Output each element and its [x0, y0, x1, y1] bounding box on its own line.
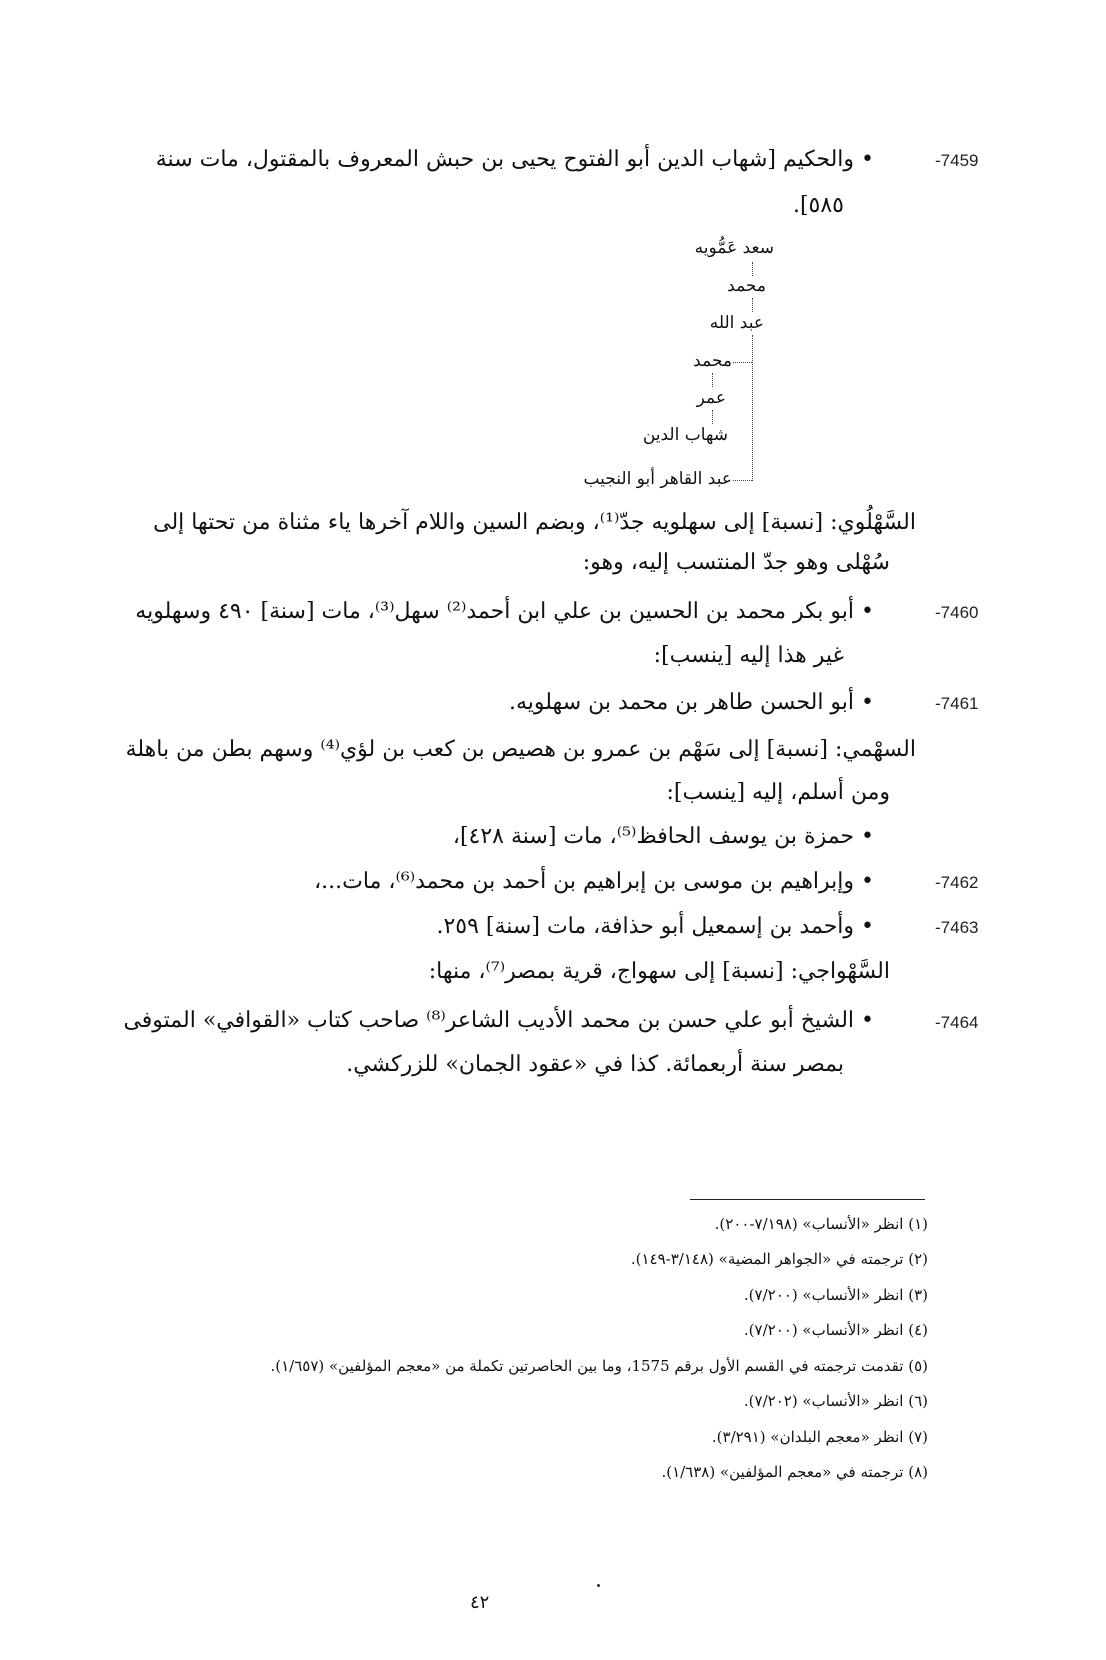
nisba-heading: السَّهْلُوي: [نسبة] إلى سهلويه جدّ⁽¹⁾، وبضم السين واللام آخرها ياء مثناة من تحتها إلى: [153, 510, 916, 535]
page-number: ٤٢: [470, 1592, 490, 1613]
nisba-heading: السَّهْواجي: [نسبة] إلى سهواج، قرية بمصر⁽⁷⁾، منها:: [428, 959, 890, 984]
tree-node: عمر: [696, 388, 726, 408]
tree-connector: [712, 410, 713, 424]
entry-number: -7463: [935, 918, 979, 937]
footnote: (٥) تقدمت ترجمته في القسم الأول برقم 1575، وما بين الحاصرتين تكملة من «معجم المؤلفين» (١/٦٥٧).: [270, 1357, 928, 1375]
tree-connector: [712, 373, 713, 387]
nisba-heading-cont: سُهْلى وهو جدّ المنتسب إليه، وهو:: [582, 550, 890, 575]
entry-text: غير هذا إليه [ينسب]:: [653, 643, 844, 668]
entry-text: • الشيخ أبو علي حسن بن محمد الأديب الشاعر⁽⁸⁾ صاحب كتاب «القوافي» المتوفى: [123, 1008, 874, 1033]
entry-number: -7459: [935, 151, 979, 170]
tree-connector: [733, 480, 752, 481]
tree-node: شهاب الدين: [642, 425, 728, 445]
footnote: (٧) انظر «معجم البلدان» (٣/٢٩١).: [711, 1428, 928, 1446]
entry-text: • أبو الحسن طاهر بن محمد بن سهلويه.: [509, 690, 874, 715]
tree-connector: [733, 362, 752, 363]
footnote: (٨) ترجمته في «معجم المؤلفين» (١/٦٣٨).: [661, 1463, 928, 1481]
entry-text: ٥٨٥].: [792, 193, 844, 218]
tree-node: عبد القاهر أبو النجيب: [583, 469, 732, 489]
entry-text: بمصر سنة أربعمائة. كذا في «عقود الجمان» للزركشي.: [346, 1052, 844, 1077]
tree-node: عبد الله: [709, 313, 764, 333]
entry-text: • أبو بكر محمد بن الحسين بن علي ابن أحمد⁽²⁾ سهل⁽³⁾، مات [سنة] ٤٩٠ وسهلويه: [135, 599, 874, 624]
footnote: (١) انظر «الأنساب» (٧/١٩٨-٢٠٠).: [714, 1215, 928, 1233]
tree-node: محمد: [693, 351, 732, 371]
footnote: (٢) ترجمته في «الجواهر المضية» (٣/١٤٨-١٤٩).: [630, 1250, 928, 1268]
footnote: (٣) انظر «الأنساب» (٧/٢٠٠).: [743, 1286, 928, 1304]
footnote-separator: [690, 1199, 925, 1200]
tree-connector: [752, 298, 753, 312]
entry-number: -7460: [935, 603, 979, 622]
entry-text: • وأحمد بن إسمعيل أبو حذافة، مات [سنة] ٢٥٩.: [436, 914, 874, 939]
entry-number: -7462: [935, 873, 979, 892]
tree-node: محمد: [727, 276, 766, 296]
footnote: (٦) انظر «الأنساب» (٧/٢٠٢).: [743, 1392, 928, 1410]
print-mark: [597, 1584, 600, 1587]
entry-number: -7461: [935, 694, 979, 713]
entry-text: • حمزة بن يوسف الحافظ⁽⁵⁾، مات [سنة ٤٢٨]،: [452, 824, 874, 849]
nisba-heading: السهْمي: [نسبة] إلى سَهْم بن عمرو بن هصيص بن كعب بن لؤي⁽⁴⁾ وسهم بطن من باهلة: [125, 737, 916, 762]
footnote: (٤) انظر «الأنساب» (٧/٢٠٠).: [743, 1321, 928, 1339]
entry-number: -7464: [935, 1013, 979, 1032]
tree-connector: [752, 335, 753, 481]
tree-connector: [752, 262, 753, 276]
tree-node: سعد عَمُّويه: [694, 238, 774, 258]
entry-text: • والحكيم [شهاب الدين أبو الفتوح يحيى بن حبش المعروف بالمقتول، مات سنة: [155, 147, 874, 172]
entry-text: • وإبراهيم بن موسى بن إبراهيم بن أحمد بن محمد⁽⁶⁾، مات...،: [314, 869, 874, 894]
nisba-heading-cont: ومن أسلم، إليه [ينسب]:: [666, 780, 890, 805]
